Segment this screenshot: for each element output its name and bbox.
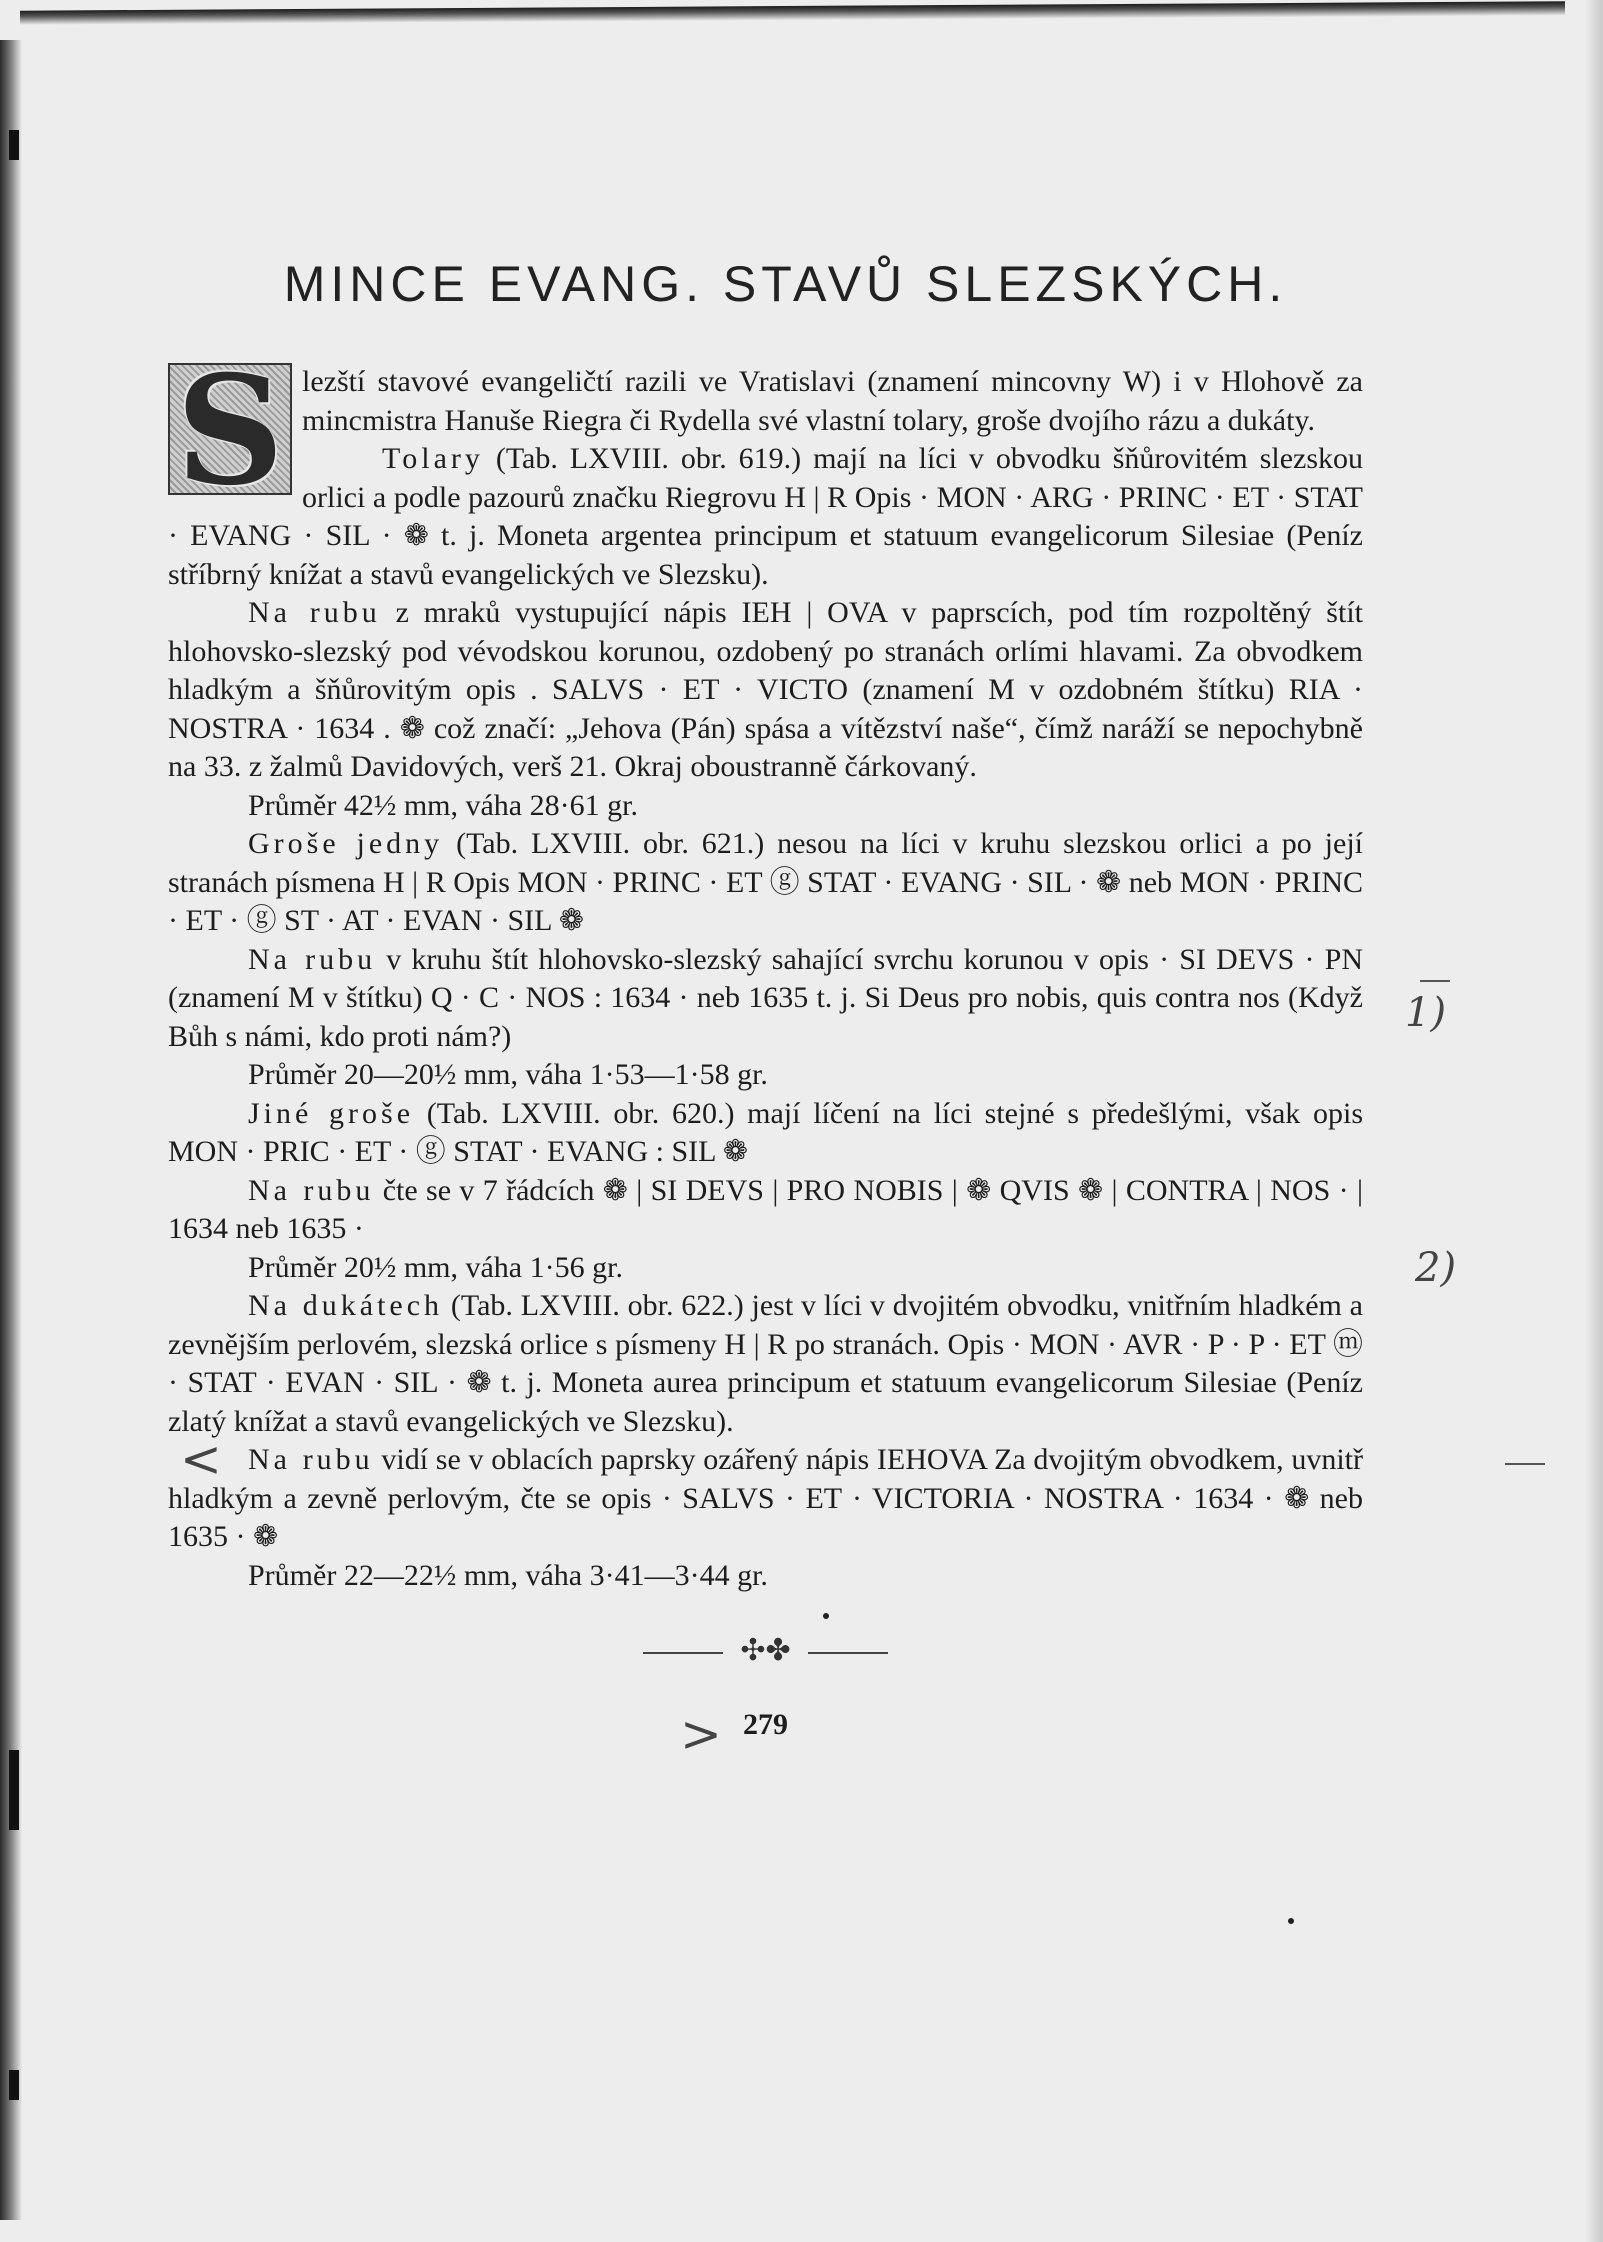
ornament-glyph: ✣✤ xyxy=(740,1634,791,1667)
spine-mark xyxy=(9,1750,19,1830)
paragraph-text: Průměr 20½ mm, váha 1·56 gr. xyxy=(248,1250,623,1284)
paragraph-lead: Na dukátech xyxy=(248,1289,444,1322)
paragraph-lead: Na rubu xyxy=(248,942,377,976)
paragraph-grose-other xyxy=(168,1095,1363,1172)
page-title: MINCE EVANG. STAVŮ SLEZSKÝCH. xyxy=(283,256,1288,312)
paragraph-text: (Tab. LXVIII. obr. 622.) jest v líci v dvojitém obvodku, vnitřním hladkém a zevnějším perlovém, slezská orlice s písmeny H | R po stranách. Opis · MON · AVR · P · P · ET ⓜ · STAT · EVAN · SIL · ❁ t. j. Moneta aurea principum et statuum evangelicorum Silesiae (Peníz zlatý knížat a stavů evangelických ve Slezsku). xyxy=(168,1289,1363,1438)
paragraph-lead: Jiné groše xyxy=(248,1096,415,1130)
ink-dot xyxy=(823,1613,829,1619)
margin-dash xyxy=(1505,1463,1545,1465)
paragraph-grose-other-reverse xyxy=(168,1172,1363,1249)
paragraph-intro xyxy=(168,363,1363,440)
paragraph-dukaty-measure xyxy=(168,1557,1363,1596)
ornament-rule-right xyxy=(808,1652,888,1654)
page-number: 279 xyxy=(743,1708,788,1741)
paragraph-text: Průměr 42½ mm, váha 28·61 gr. xyxy=(248,788,638,822)
ink-dot xyxy=(1288,1918,1294,1924)
section-end-ornament xyxy=(168,1633,1363,1668)
paragraph-text: Průměr 22—22½ mm, váha 3·41—3·44 gr. xyxy=(248,1558,768,1592)
margin-dash xyxy=(1420,980,1450,982)
paragraph-lead: Na rubu xyxy=(248,1173,375,1207)
page-edge-top xyxy=(20,1,1565,24)
paragraph-lead: Na rubu xyxy=(248,596,381,629)
paragraph-text: vidí se v oblacích paprsky ozářený nápis IEHOVA Za dvojitým obvodkem, uvnitř hladkým a zevně perlovým, čte se opis · SALVS · ET · VICTORIA · NOSTRA · 1634 · ❁ neb 1635 · ❁ xyxy=(168,1443,1363,1553)
decorated-initial xyxy=(168,343,292,519)
paragraph-text: v kruhu štít hlohovsko-slezský sahající svrchu korunou v opis · SI DEVS · PN (znamení M v štítku) Q · C · NOS : 1634 · neb 1635 t. j. Si Deus pro nobis, quis contra nos (Když Bůh s námi, kdo proti nám?) xyxy=(168,942,1363,1053)
paragraph-tolary-measure xyxy=(168,787,1363,826)
margin-bracket-left: < xyxy=(180,1430,222,1488)
paragraph-grose-first xyxy=(168,825,1363,941)
paragraph-dukaty-reverse xyxy=(168,1441,1363,1557)
initial-letter: S xyxy=(175,343,285,519)
paragraph-lead: Na rubu xyxy=(248,1443,374,1476)
spine-mark xyxy=(9,130,19,160)
paragraph-text: (Tab. LXVIII. obr. 619.) mají na líci v obvodku šňůrovitém slezskou orlici a podle pazourů značku Riegrovu H | R Opis · MON · ARG · PRINC · ET · STAT · EVANG · SIL · ❁ t. j. Moneta argentea principum et statuum evangelicorum Silesiae (Peníz stříbrný knížat a stavů evangelických ve Slezsku). xyxy=(168,442,1364,591)
paragraph-dukaty xyxy=(168,1287,1363,1441)
page-content xyxy=(168,255,1363,1742)
paragraph-tolary-reverse xyxy=(168,594,1363,787)
ornament-rule-left xyxy=(643,1652,723,1654)
spine-mark xyxy=(9,2070,19,2100)
paragraph-lead: Groše jedny xyxy=(248,827,444,860)
paragraph-grose-first-measure xyxy=(168,1056,1363,1095)
paragraph-grose-other-measure xyxy=(168,1249,1363,1288)
paragraph-tolary xyxy=(168,440,1363,594)
paragraph-text: lezští stavové evangeličtí razili ve Vratislavi (znamení mincovny W) i v Hlohově za mincmistra Hanuše Riegra či Rydella své vlastní tolary, groše dvojího rázu a dukáty. xyxy=(302,365,1363,437)
margin-note-2: 2) xyxy=(1415,1245,1457,1291)
paragraph-text: (Tab. LXVIII. obr. 620.) mají líčení na líci stejné s předešlými, však opis MON · PRIC · ET · ⓖ STAT · EVANG : SIL ❁ xyxy=(168,1096,1364,1168)
margin-note-1: 1) xyxy=(1405,990,1447,1036)
page-edge-left xyxy=(0,40,22,2220)
paragraph-text: (Tab. LXVIII. obr. 621.) nesou na líci v kruhu slezskou orlici a po její stranách písmena H | R Opis MON · PRINC · ET ⓖ STAT · EVANG · SIL · ❁ neb MON · PRINC · ET · ⓖ ST · AT · EVAN · SIL ❁ xyxy=(168,827,1363,937)
paragraph-grose-first-reverse xyxy=(168,941,1363,1057)
paragraph-text: z mraků vystupující nápis IEH | OVA v paprscích, pod tím rozpoltěný štít hlohovsko-slezský pod vévodskou korunou, ozdobený po stranách orlími hlavami. Za obvodkem hladkým a šňůrovitým opis . SALVS · ET · VICTO (znamení M v ozdobném štítku) RIA · NOSTRA · 1634 . ❁ což značí: „Jehova (Pán) spása a vítězství naše“, čímž naráží se nepochybně na 33. z žalmů Davidových, verš 21. Okraj oboustranně čárkovaný. xyxy=(168,596,1363,783)
paragraph-text: Průměr 20—20½ mm, váha 1·53—1·58 gr. xyxy=(248,1058,768,1091)
paragraph-text: čte se v 7 řádcích ❁ | SI DEVS | PRO NOBIS | ❁ QVIS ❁ | CONTRA | NOS · | 1634 neb 1635 · xyxy=(168,1173,1363,1245)
right-page-shadow xyxy=(1585,0,1603,2242)
paragraph-lead: Tolary xyxy=(382,442,484,475)
margin-bracket-right: > xyxy=(680,1705,722,1763)
